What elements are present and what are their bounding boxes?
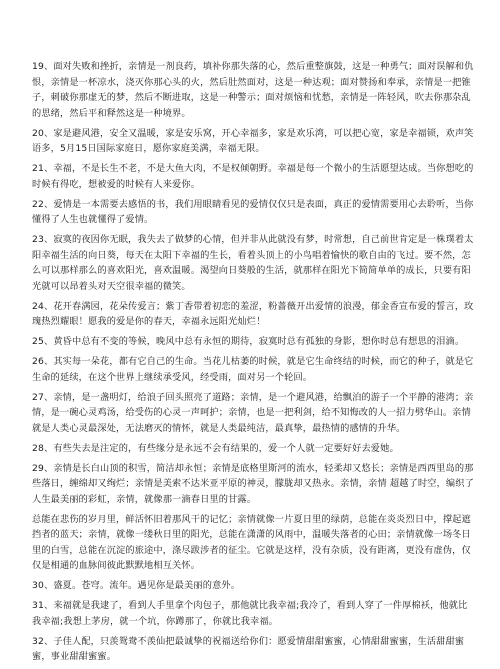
paragraph-text: 、面对失败和挫折，亲情是一剂良药，填补你那失落的心，然后重整旗鼓，这是一种勇气；面对误解和仇恨，亲情是一杯凉水，浇灭你那心头的火，然后肚然面对，这是一种达观；面对赞扬和奉承，亲情是一把锥子，刺破你那虚无的梦，然后不断进取，这是一种警示；面对烦恼和忧愁，亲情是一阵轻风，吹去你那杂乱的思绪，然后平和释然这是一种境界。 [32,61,474,119]
paragraph-number: 27 [32,391,44,403]
paragraph-text: 、子佳人配，只羡鸳鸯不羡仙把最诚挚的祝福送给你们：愿爱情甜甜蜜蜜，心情甜甜蜜蜜，生活甜甜蜜蜜，事业甜甜蜜蜜。 [32,635,465,662]
paragraph-26 [32,354,474,385]
paragraph-25 [32,334,474,350]
paragraph-20 [32,126,474,157]
paragraph-21 [32,161,474,192]
paragraph-22 [32,197,474,228]
paragraph-text: 、寂寞的夜因你无眠，我失去了做梦的心情，但并非从此就没有梦，时常想，自己前世肯定是一株璞着太阳幸福生活的向日葵，每天在太阳下幸福的生长，看着头顶上的小鸟唱着愉快的歌自由的飞过。要不然，怎么可以那样那么的喜欢阳光，喜欢温暖。渴望向日葵般的生活，就那样在阳光下简简单单的成长，只要有阳光就可以昂着头对天空很幸福的微笑。 [32,234,474,292]
paragraph-text: 、盛夏。苍穹。流年。遇见你是最美丽的意外。 [44,580,241,591]
paragraph-27 [32,390,474,437]
paragraph-text: 、幸福，不是长生不老，不是大鱼大肉，不是权倾朝野。幸福是每一个微小的生活愿望达成。当你想吃的时候有得吃，想被爱的时候有人来爱你。 [32,163,474,190]
paragraph-text: 、亲情，是一盏明灯，给浪子回头照亮了道路；亲情，是一个避风港，给飘泊的游子一个平静的港湾；亲情，是一碗心灵鸡汤，给受伤的心灵一声呵护；亲情，也是一把利剑，给不知悔改的人一招力劈华山。亲情就是人类心灵最深处，无法磨灭的情怀，就是人类最纯洁，最真挚，最热情的感情的升华。 [32,391,474,434]
paragraph-text: 、有些失去是注定的，有些缘分是永远不会有结果的，爱一个人就一定要好好去爱她。 [44,442,399,454]
paragraph-23 [32,232,474,294]
paragraph-number: 29 [32,462,44,474]
paragraph-number: 20 [32,127,44,139]
paragraph-number: 28 [32,442,44,454]
paragraph-text: 、黄昏中总有不变的等候，晚风中总有永恒的期待，寂寞时总有孤独的身影，想你时总有想思的泪滴。 [44,336,465,347]
paragraph-number: 23 [32,234,44,245]
paragraph-number: 21 [32,163,44,174]
paragraph-text: 、来福就是我逮了，看到人手里拿个肉包子，那他就比我幸福;我冷了，看到人穿了一件厚棉袄，他就比我幸福;我想上茅房，就一个坑，你蹲那了，你就比我幸福。 [32,600,468,627]
paragraph-29 [32,461,474,508]
paragraph-number: 32 [32,635,44,647]
paragraph-32 [32,634,474,665]
paragraph-number: 26 [32,356,44,367]
paragraph-number: 22 [32,198,44,210]
paragraph-text: 总能在悲伤的岁月里，鲜活怀旧着那风干的记忆；亲情就像一片夏日里的绿荫，总能在炎炎烈日中，撑起遮挡者的蓝天；亲情，就像一缕秋日里的阳光，总能在潇潇的风雨中，温暖失落者的心田；亲情就像一场冬日里的白雪，总能在沉淀的旅途中，涤尽跋涉者的征尘。它就是这样，没有杂质，没有距离，更没有虚伪，仅仅是相通的血脉间彼此默默地相互关怀。 [32,513,471,571]
paragraph-31 [32,598,474,629]
paragraph-19 [32,59,474,121]
paragraph-text: 、花开春满园，花朵传爱言；紫丁香带着初恋的羞涩，粉蔷薇开出爱情的浪漫，郁金香宣布爱的誓言，玫瑰热烈耀眼！愿我的爱是你的春天，幸福永远阳光灿烂！ [32,300,474,327]
paragraph-30 [32,578,474,594]
document-body [32,59,474,669]
paragraph-text: 、其实每一朵花，都有它自己的生命。当花儿枯萎的时候，就是它生命终结的时候，而它的种子，就是它生命的延续，在这个世界上继续承受风，经受雨，面对另一个轮回。 [32,356,474,383]
paragraph-text: 、家是避风港，安全又温暖，家是安乐窝，开心幸福多，家是欢乐湾，可以把心宽，家是幸福锁，欢声笑语多，5月15日国际家庭日，愿你家庭美满，幸福无限。 [32,127,474,154]
paragraph-number: 25 [32,336,44,347]
paragraph-number: 24 [32,300,44,312]
paragraph-number: 31 [32,600,44,611]
paragraph-text: 、爱情是一本需要去感悟的书，我们用眼睛看见的爱情仅仅只是表面，真正的爱情需要用心去聆听，当你懂得了人生也就懂得了爱情。 [32,198,474,225]
paragraph-number: 19 [32,61,44,72]
paragraph-24 [32,299,474,330]
paragraph-text: 、亲情是长白山顶的积雪，简洁却永恒；亲情是底格里斯河的流水，轻柔却又悠长；亲情是西西里岛的那些落日，缠绵却又绚烂；亲情是美索不达米亚平原的神灵，朦胧却又热永。亲情，亲情 超越了时空，编织了人生最美丽的彩虹，亲情，就像那一滴春日里的甘露。 [32,462,474,505]
paragraph-number: 30 [32,580,44,591]
paragraph-29-continued [32,512,474,574]
paragraph-28 [32,441,474,457]
